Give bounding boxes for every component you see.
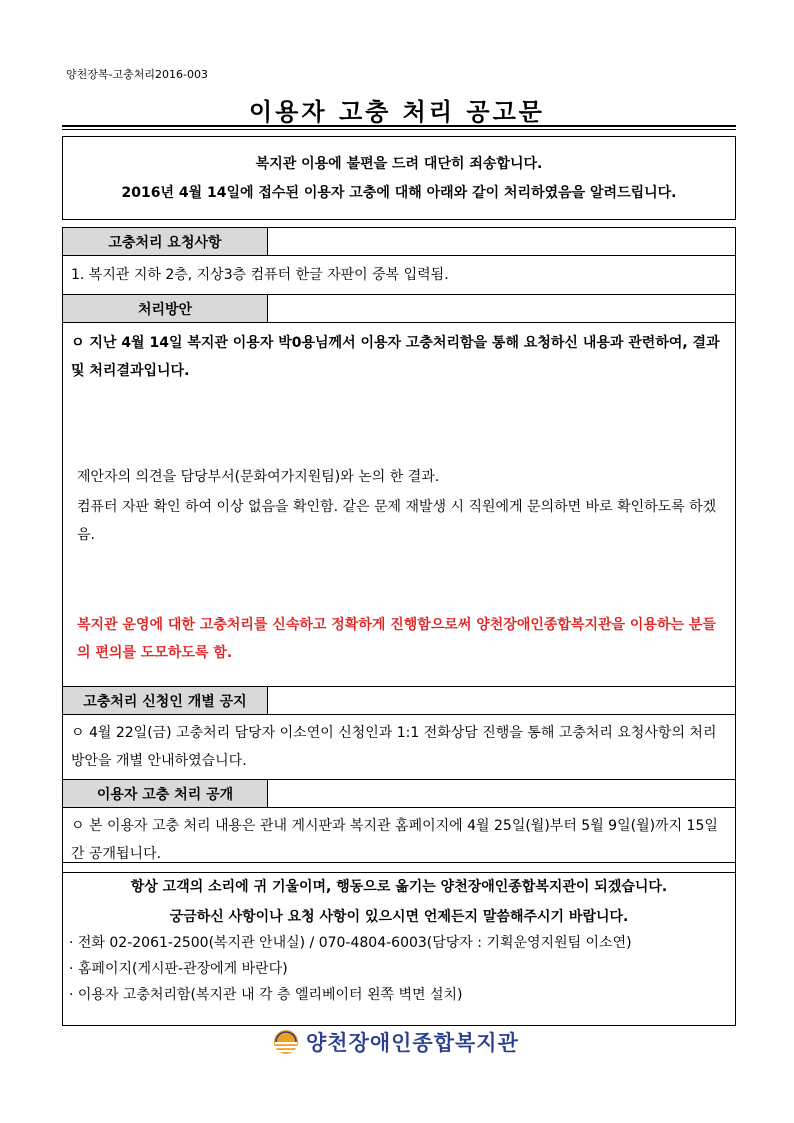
request-header: 고충처리 요청사항 bbox=[63, 228, 268, 256]
header-blank-cell bbox=[268, 780, 736, 808]
intro-apology: 복지관 이용에 불편을 드려 대단히 죄송합니다. bbox=[255, 156, 543, 172]
title-rule-thin bbox=[62, 129, 736, 130]
plan-paragraph-2: 컴퓨터 자판 확인 하여 이상 없음을 확인함. 같은 문제 재발생 시 직원에게 문의하면 바로 확인하도록 하겠음. bbox=[77, 499, 717, 543]
complaint-table bbox=[62, 227, 736, 873]
request-body: 1. 복지관 지하 2층, 지상3층 컴퓨터 한글 자판이 중복 입력됨. bbox=[63, 256, 736, 295]
contact-request: 궁금하신 사항이나 요청 사항이 있으시면 언제든지 말씀해주시기 바랍니다. bbox=[169, 909, 629, 925]
intro-box bbox=[62, 136, 736, 220]
title-rule-thick bbox=[62, 125, 736, 127]
contact-slogan: 항상 고객의 소리에 귀 기울이며, 행동으로 옮기는 양천장애인종합복지관이 되겠습니다. bbox=[130, 879, 668, 895]
public-body: ㅇ 본 이용자 고충 처리 내용은 관내 게시판과 복지관 홈페이지에 4월 25일(월)부터 5월 9일(월)까지 15일간 공개됩니다. bbox=[63, 808, 736, 873]
notice-header: 고충처리 신청인 개별 공지 bbox=[63, 687, 268, 715]
sun-logo-icon bbox=[272, 1028, 300, 1056]
public-header: 이용자 고충 처리 공개 bbox=[63, 780, 268, 808]
contact-box bbox=[62, 862, 736, 1026]
header-blank-cell bbox=[268, 295, 736, 323]
plan-paragraph-3: 복지관 운영에 대한 고충처리를 신속하고 정확하게 진행함으로써 양천장애인종합복지관을 이용하는 분들의 편의를 도모하도록 함. bbox=[77, 617, 716, 661]
plan-header: 처리방안 bbox=[63, 295, 268, 323]
plan-body bbox=[63, 323, 736, 687]
contact-suggestion-box: · 이용자 고충처리함(복지관 내 각 층 엘리베이터 왼쪽 벽면 설치) bbox=[69, 987, 463, 1003]
logo-text: 양천장애인종합복지관 bbox=[306, 1031, 519, 1055]
page-title: 이용자 고충 처리 공고문 bbox=[249, 98, 545, 126]
header-blank-cell bbox=[268, 228, 736, 256]
contact-homepage: · 홈페이지(게시판-관장에게 바란다) bbox=[69, 961, 288, 977]
plan-intro: ㅇ 지난 4월 14일 복지관 이용자 박0용님께서 이용자 고충처리함을 통해 요청하신 내용과 관련하여, 결과 및 처리결과입니다. bbox=[71, 335, 720, 379]
header-blank-cell bbox=[268, 687, 736, 715]
notice-body: ㅇ 4월 22일(금) 고충처리 담당자 이소연이 신청인과 1:1 전화상담 진행을 통해 고충처리 요청사항의 처리방안을 개별 안내하였습니다. bbox=[63, 715, 736, 780]
plan-paragraph-1: 제안자의 의견을 담당부서(문화여가지원팀)와 논의 한 결과. bbox=[77, 469, 440, 485]
document-number: 양천장복-고충처리2016-003 bbox=[66, 68, 208, 81]
intro-summary: 2016년 4월 14일에 접수된 이용자 고충에 대해 아래와 같이 처리하였음을 알려드립니다. bbox=[121, 185, 677, 201]
organization-logo bbox=[272, 1026, 519, 1058]
contact-phone: · 전화 02-2061-2500(복지관 안내실) / 070-4804-6003(담당자 : 기획운영지원팀 이소연) bbox=[69, 935, 632, 951]
